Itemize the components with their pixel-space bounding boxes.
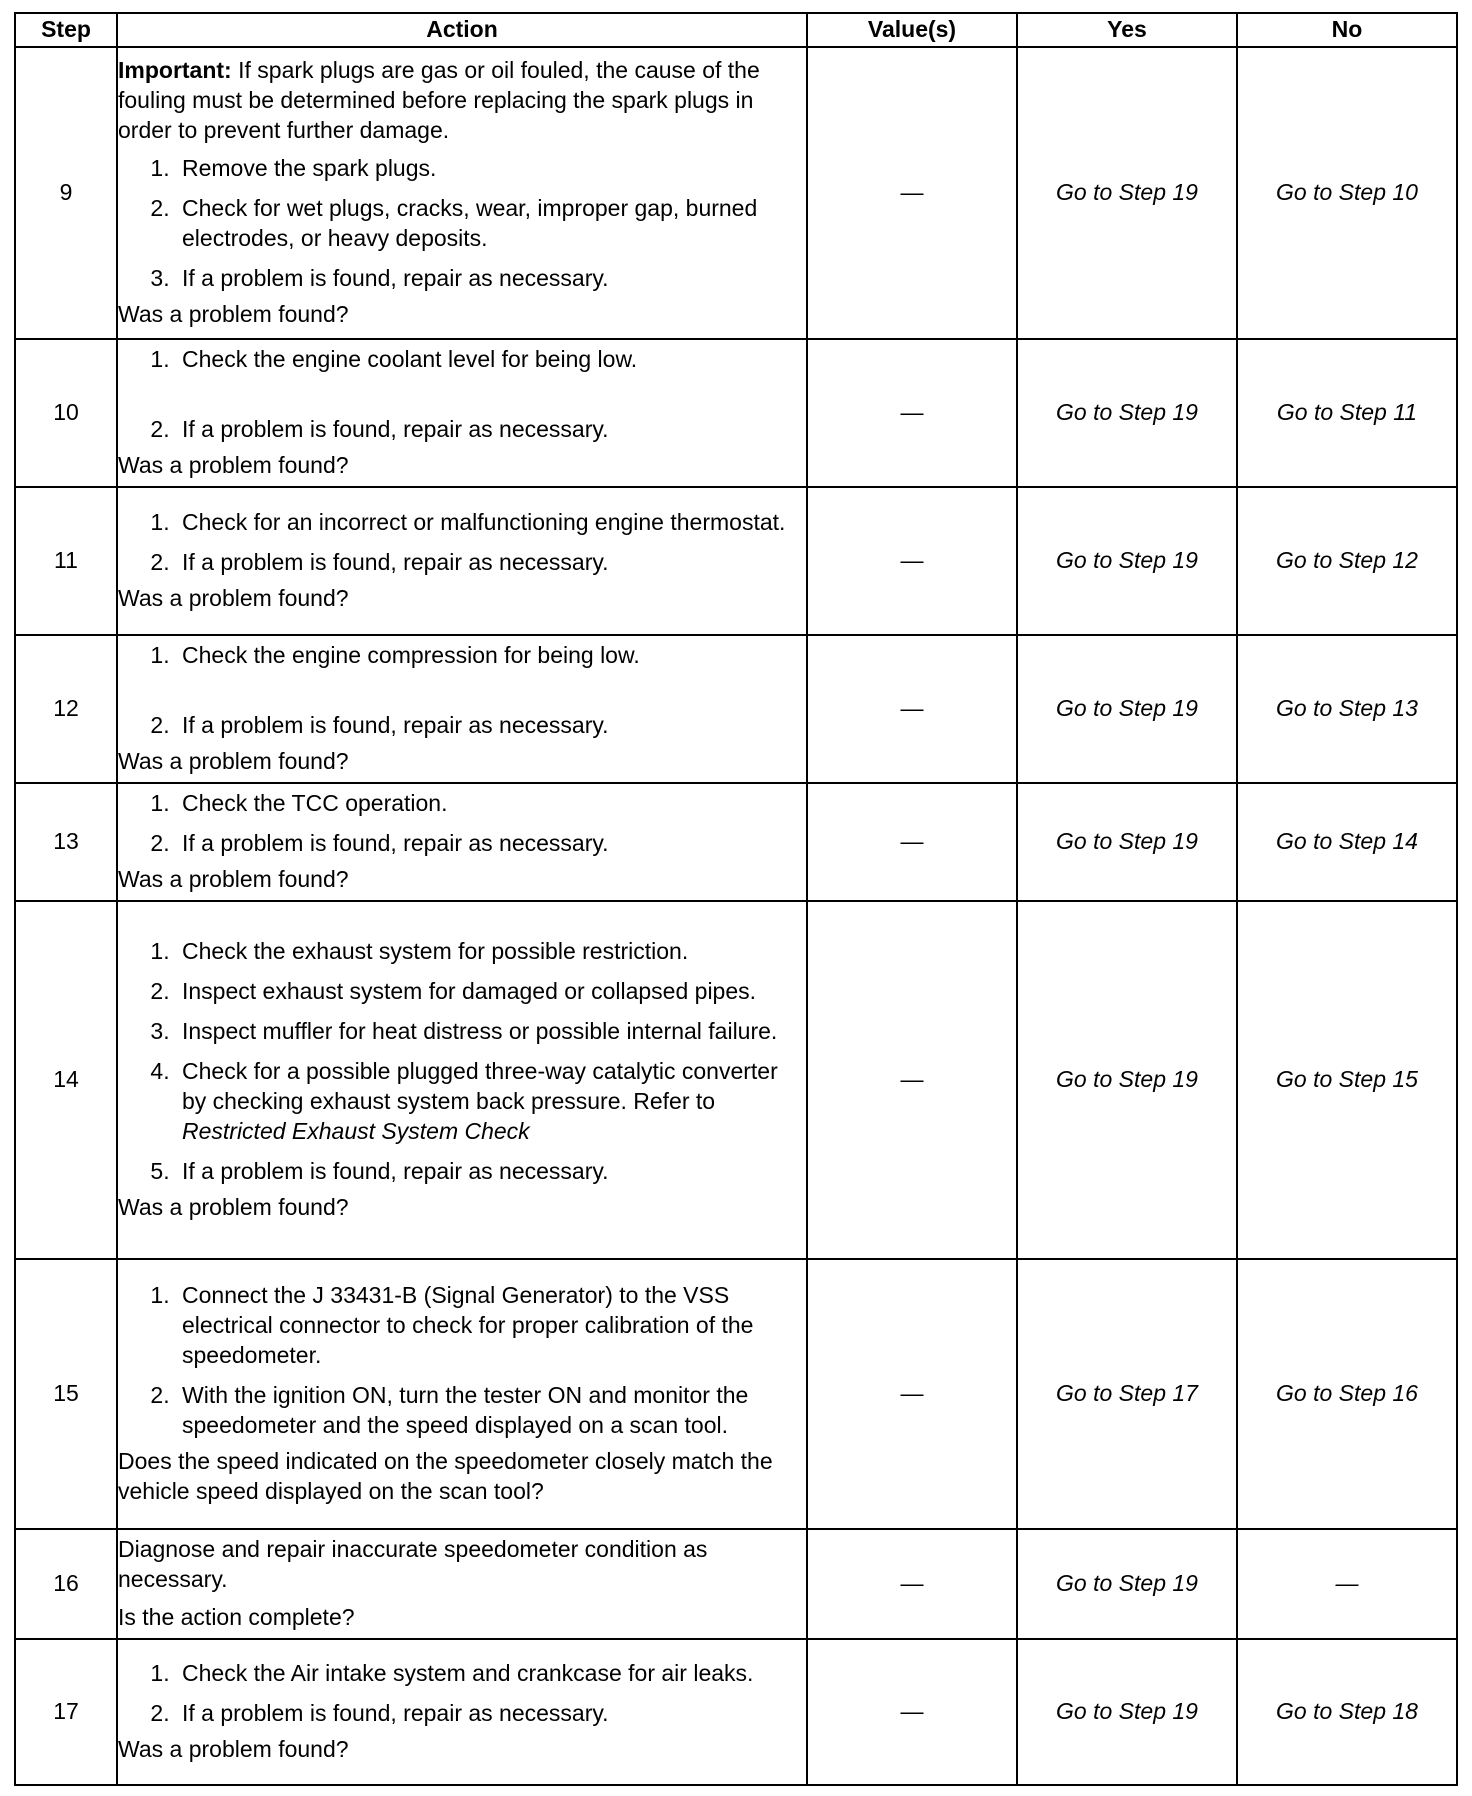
list-item: 3. Inspect muffler for heat distress or possible internal failure. bbox=[176, 1017, 806, 1047]
value-cell bbox=[807, 901, 1017, 1259]
no-cell: Go to Step 16 bbox=[1237, 1259, 1457, 1529]
action-cell bbox=[117, 901, 807, 1259]
list-item: 2. If a problem is found, repair as necessary. bbox=[176, 711, 806, 741]
step-number: 13 bbox=[15, 783, 117, 901]
action-list bbox=[118, 345, 806, 445]
diagnostic-table bbox=[14, 12, 1458, 1786]
dash: — bbox=[900, 695, 924, 722]
header-values: Value(s) bbox=[807, 13, 1017, 47]
action-cell bbox=[117, 1529, 807, 1639]
step-number: 12 bbox=[15, 635, 117, 783]
table-row bbox=[15, 339, 1457, 487]
value-cell bbox=[807, 487, 1017, 635]
header-action: Action bbox=[117, 13, 807, 47]
step-number: 10 bbox=[15, 339, 117, 487]
list-item: 5. If a problem is found, repair as necessary. bbox=[176, 1157, 806, 1187]
question: Was a problem found? bbox=[118, 1735, 349, 1762]
header-step: Step bbox=[15, 13, 117, 47]
action-cell bbox=[117, 47, 807, 339]
no-cell: Go to Step 12 bbox=[1237, 487, 1457, 635]
table-row bbox=[15, 1639, 1457, 1785]
reference-link[interactable]: Restricted Exhaust System Check bbox=[182, 1117, 530, 1144]
table-row bbox=[15, 635, 1457, 783]
header-no: No bbox=[1237, 13, 1457, 47]
list-item: 2. If a problem is found, repair as necessary. bbox=[176, 1699, 806, 1729]
list-item-text: Check for a possible plugged three-way catalytic converter by checking exhaust system back pressure. Refer to bbox=[182, 1058, 778, 1114]
value-cell bbox=[807, 47, 1017, 339]
action-list bbox=[118, 508, 806, 578]
yes-cell: Go to Step 19 bbox=[1017, 1529, 1237, 1639]
important-note bbox=[118, 56, 806, 146]
question: Was a problem found? bbox=[118, 451, 349, 478]
list-item bbox=[176, 1057, 806, 1147]
dash: — bbox=[900, 1698, 924, 1725]
action-list bbox=[118, 1659, 806, 1729]
list-item: 1. Check the engine coolant level for being low. bbox=[176, 345, 806, 375]
step-number: 11 bbox=[15, 487, 117, 635]
table-row bbox=[15, 487, 1457, 635]
action-cell bbox=[117, 487, 807, 635]
value-cell bbox=[807, 1259, 1017, 1529]
yes-cell: Go to Step 19 bbox=[1017, 783, 1237, 901]
yes-cell: Go to Step 17 bbox=[1017, 1259, 1237, 1529]
list-item: 3. If a problem is found, repair as necessary. bbox=[176, 264, 806, 294]
action-cell bbox=[117, 339, 807, 487]
yes-cell: Go to Step 19 bbox=[1017, 635, 1237, 783]
question: Was a problem found? bbox=[118, 584, 349, 611]
list-item: 1. Connect the J 33431-B (Signal Generator) to the VSS electrical connector to check for proper calibration of the speedometer. bbox=[176, 1281, 806, 1371]
table-row bbox=[15, 783, 1457, 901]
no-cell: Go to Step 15 bbox=[1237, 901, 1457, 1259]
table-row bbox=[15, 47, 1457, 339]
list-item: 2. If a problem is found, repair as necessary. bbox=[176, 548, 806, 578]
action-cell bbox=[117, 1259, 807, 1529]
dash: — bbox=[900, 1570, 924, 1597]
step-number: 15 bbox=[15, 1259, 117, 1529]
no-cell: Go to Step 10 bbox=[1237, 47, 1457, 339]
yes-cell: Go to Step 19 bbox=[1017, 901, 1237, 1259]
table-row bbox=[15, 1259, 1457, 1529]
action-cell bbox=[117, 635, 807, 783]
dash: — bbox=[900, 399, 924, 426]
list-item: 1. Check for an incorrect or malfunctioning engine thermostat. bbox=[176, 508, 806, 538]
yes-cell: Go to Step 19 bbox=[1017, 339, 1237, 487]
no-cell: Go to Step 11 bbox=[1237, 339, 1457, 487]
dash: — bbox=[900, 1380, 924, 1407]
action-cell bbox=[117, 1639, 807, 1785]
list-item: 1. Remove the spark plugs. bbox=[176, 154, 806, 184]
no-cell: — bbox=[1237, 1529, 1457, 1639]
question: Is the action complete? bbox=[118, 1603, 355, 1630]
question: Was a problem found? bbox=[118, 747, 349, 774]
step-number: 14 bbox=[15, 901, 117, 1259]
value-cell bbox=[807, 783, 1017, 901]
yes-cell: Go to Step 19 bbox=[1017, 1639, 1237, 1785]
action-text: Diagnose and repair inaccurate speedometer condition as necessary. bbox=[118, 1536, 708, 1593]
list-item: 1. Check the TCC operation. bbox=[176, 789, 806, 819]
dash: — bbox=[900, 828, 924, 855]
no-cell: Go to Step 14 bbox=[1237, 783, 1457, 901]
step-number: 17 bbox=[15, 1639, 117, 1785]
no-cell: Go to Step 18 bbox=[1237, 1639, 1457, 1785]
list-item: 1. Check the engine compression for being low. bbox=[176, 641, 806, 671]
yes-cell: Go to Step 19 bbox=[1017, 47, 1237, 339]
list-item: 2. If a problem is found, repair as necessary. bbox=[176, 415, 806, 445]
action-list bbox=[118, 789, 806, 859]
question: Was a problem found? bbox=[118, 300, 349, 327]
action-list bbox=[118, 937, 806, 1186]
action-list bbox=[118, 1281, 806, 1440]
important-text: If spark plugs are gas or oil fouled, the cause of the fouling must be determined before replacing the spark plugs in order to prevent further damage. bbox=[118, 57, 760, 144]
table-row bbox=[15, 1529, 1457, 1639]
question: Was a problem found? bbox=[118, 865, 349, 892]
dash: — bbox=[900, 547, 924, 574]
important-label: Important: bbox=[118, 57, 232, 84]
action-list bbox=[118, 154, 806, 294]
value-cell bbox=[807, 339, 1017, 487]
dash: — bbox=[900, 179, 924, 206]
value-cell bbox=[807, 1639, 1017, 1785]
value-cell bbox=[807, 635, 1017, 783]
list-item: 2. Check for wet plugs, cracks, wear, improper gap, burned electrodes, or heavy deposits. bbox=[176, 194, 806, 254]
table-row bbox=[15, 901, 1457, 1259]
dash: — bbox=[900, 1066, 924, 1093]
value-cell bbox=[807, 1529, 1017, 1639]
header-row bbox=[15, 13, 1457, 47]
list-item: 2. If a problem is found, repair as necessary. bbox=[176, 829, 806, 859]
action-list bbox=[118, 641, 806, 741]
no-cell: Go to Step 13 bbox=[1237, 635, 1457, 783]
list-item: 1. Check the exhaust system for possible restriction. bbox=[176, 937, 806, 967]
step-number: 9 bbox=[15, 47, 117, 339]
header-yes: Yes bbox=[1017, 13, 1237, 47]
question: Was a problem found? bbox=[118, 1193, 349, 1220]
list-item: 2. Inspect exhaust system for damaged or collapsed pipes. bbox=[176, 977, 806, 1007]
step-number: 16 bbox=[15, 1529, 117, 1639]
question: Does the speed indicated on the speedometer closely match the vehicle speed displayed on the scan tool? bbox=[118, 1447, 773, 1504]
list-item: 1. Check the Air intake system and crankcase for air leaks. bbox=[176, 1659, 806, 1689]
yes-cell: Go to Step 19 bbox=[1017, 487, 1237, 635]
list-item: 2. With the ignition ON, turn the tester ON and monitor the speedometer and the speed displayed on a scan tool. bbox=[176, 1381, 806, 1441]
action-cell bbox=[117, 783, 807, 901]
